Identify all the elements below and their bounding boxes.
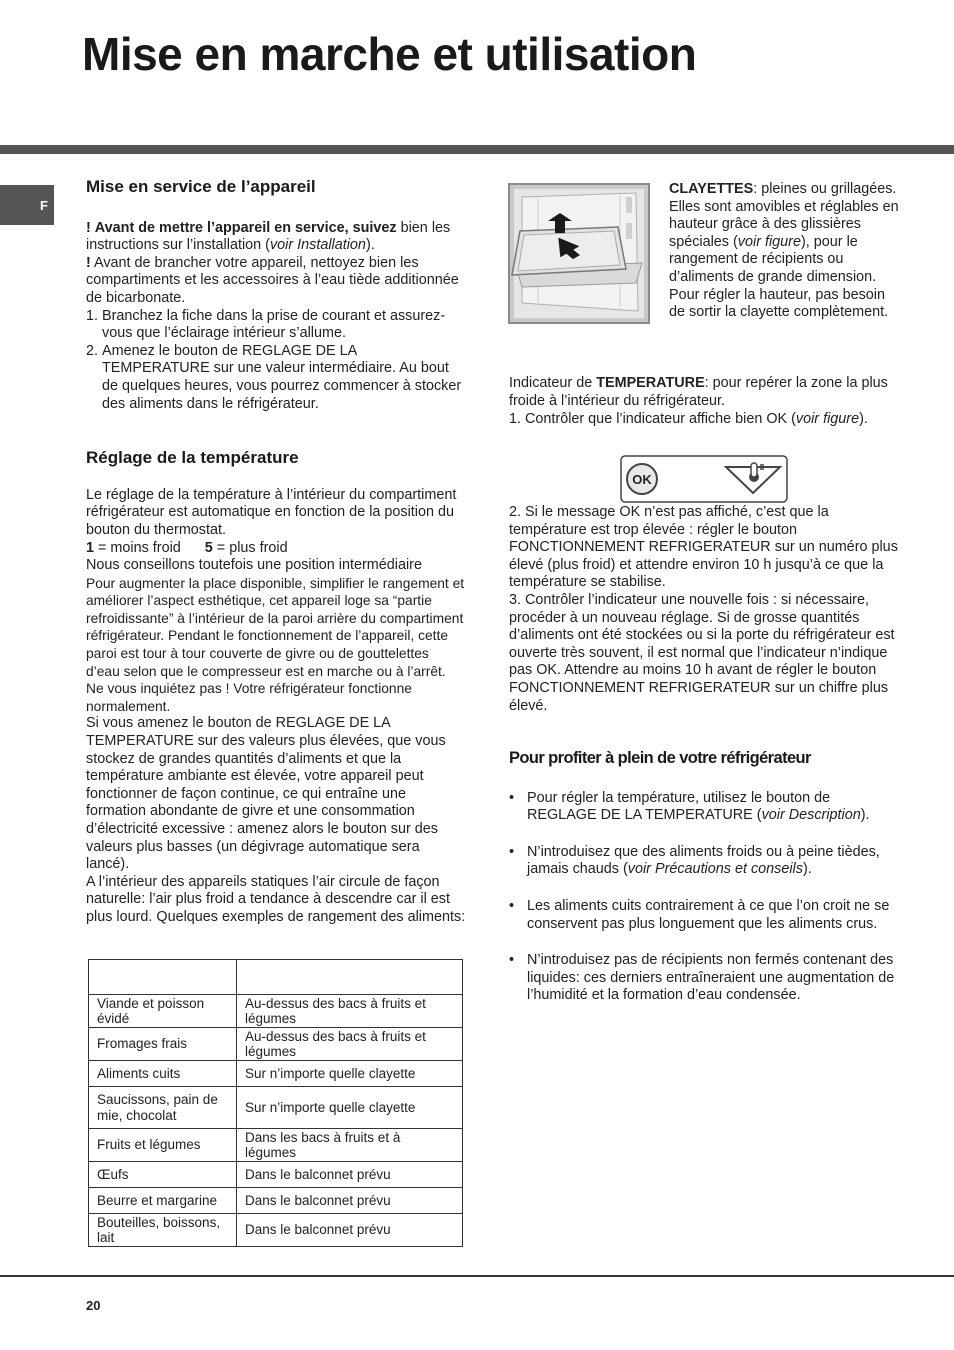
temperature-intro: Le réglage de la température à l’intérieur du compartiment réfrigérateur est automatique en fonction de la position du bouton du thermostat.: [86, 486, 457, 538]
table-row: [89, 1129, 463, 1162]
step-number: 1.: [86, 307, 99, 324]
tip-end: ).: [860, 807, 870, 824]
space-note: Pour augmenter la place disponible, simplifier le rangement et améliorer l’aspect esthétique, cet appareil loge sa “partie refroidissante” à l’intérieur de la paroi arrière du compartiment réfrigérateur. Pendant le fonctionnement de l’appareil, cette paroi est tour à tour couverte de givre ou de gouttelettes d’eau selon que le compresseur est en marche ou à l’arrêt. Ne vous inquiétez pas ! Votre réfrigérateur fonctionne normalement.: [86, 575, 465, 714]
table-header-row: [89, 960, 463, 995]
location-cell: Au-dessus des bacs à fruits et légumes: [237, 1028, 463, 1061]
step-text: Branchez la fiche dans la prise de courant et assurez-vous que l’éclairage intérieur s’allume.: [102, 307, 446, 342]
location-cell: Sur n’importe quelle clayette: [237, 1061, 463, 1087]
shelf-illustration: [508, 183, 650, 324]
clayettes-desc: : pleines ou grillagées. Elles sont amovibles et réglables en hauteur grâce à des glissières spéciales (: [669, 181, 899, 250]
warning-paragraph-1: [86, 220, 466, 255]
step-text: Amenez le bouton de REGLAGE DE LA TEMPERATURE sur une valeur intermédiaire. Au bout de quelques heures, vous pourrez commencer à stocker des aliments dans le réfrigérateur.: [102, 342, 462, 412]
section-heading-setup: Mise en service de l’appareil: [86, 177, 316, 196]
indicator-lead: Indicateur de: [509, 375, 597, 391]
temperature-scale: [86, 540, 466, 558]
tip-text: N’introduisez pas de récipients non fermés contenant des liquides: ces derniers entraîneraient une augmentation de l’humidité et la formation d’eau condensée.: [527, 952, 895, 1004]
indicator-step-2: 2. Si le message OK n’est pas affiché, c’est que la température est trop élevée : régler le bouton FONCTIONNEMENT REFRIGERATEUR sur un numéro plus élevé (plus froid) et attendre environ 10 h jusqu’à ce que la température se stabilise.: [509, 504, 898, 591]
scale-max-label: = plus froid: [212, 539, 288, 556]
clayettes-desc-end: ), pour le rangement de récipients ou d’aliments de grande dimension. Pour régler la hauteur, pas besoin de sortir la clayette complètement.: [669, 233, 889, 321]
tips-heading: Pour profiter à plein de votre réfrigérateur: [509, 749, 811, 767]
temperature-indicator-icon: [620, 455, 788, 503]
header-divider: [0, 145, 954, 154]
table-row: [89, 995, 463, 1028]
indicator-intro: [509, 375, 901, 429]
list-item: [509, 898, 901, 933]
food-cell: Fruits et légumes: [89, 1129, 237, 1162]
tips-section: [509, 750, 901, 1024]
food-cell: Œufs: [89, 1162, 237, 1188]
page-number: 20: [86, 1298, 101, 1313]
table-row: [89, 1214, 463, 1247]
tip-ref: voir Description: [761, 807, 861, 824]
section-heading-temperature: Réglage de la température: [86, 448, 299, 468]
indicator-ok-text: OK: [632, 472, 652, 487]
table-row: [89, 1028, 463, 1061]
temperature-advice: Nous conseillons toutefois une position intermédiaire: [86, 557, 422, 574]
storage-table: [88, 959, 463, 1247]
location-cell: Dans le balconnet prévu: [237, 1214, 463, 1247]
language-tab: F: [0, 185, 54, 225]
tip-text: Pour régler la température, utilisez le bouton de REGLAGE DE LA TEMPERATURE (: [527, 789, 831, 824]
location-cell: Sur n’importe quelle clayette: [237, 1087, 463, 1129]
tip-ref: voir Précautions et conseils: [627, 861, 803, 878]
warning-bold-text: Avant de mettre l’appareil en service, suivez: [94, 219, 397, 236]
list-item: [509, 844, 901, 879]
table-header-cell: [89, 960, 237, 995]
step-number: 2.: [86, 342, 99, 359]
food-cell: Viande et poisson évidé: [89, 995, 237, 1028]
scale-max: 5: [204, 539, 213, 556]
static-air-note: A l’intérieur des appareils statiques l’air circule de façon naturelle: l’air plus froid a tendance à descendre car il est plus lourd. Quelques exemples de rangement des aliments:: [86, 873, 466, 925]
scale-min-label: = moins froid: [94, 539, 181, 556]
clayettes-text: [669, 181, 901, 322]
tips-list: [509, 790, 901, 1005]
food-cell: Fromages frais: [89, 1028, 237, 1061]
list-item: [86, 343, 466, 413]
clayettes-ref: voir figure: [737, 233, 801, 250]
food-cell: Bouteilles, boissons, lait: [89, 1214, 237, 1247]
left-column: [86, 178, 466, 927]
warning-text: Avant de brancher votre appareil, nettoyez bien les compartiments et les accessoires à l’eau tiède additionnée de bicarbonate.: [86, 254, 459, 306]
table-header-cell: [237, 960, 463, 995]
food-cell: Beurre et margarine: [89, 1188, 237, 1214]
warning-text: bien les instructions sur l’installation (: [86, 219, 451, 254]
indicator-step-1: 1. Contrôler que l’indicateur affiche bien OK (: [509, 411, 796, 428]
indicator-ref: voir figure: [795, 411, 860, 428]
tip-text: N’introduisez que des aliments froids ou à peine tièdes, jamais chauds (: [527, 843, 880, 878]
list-item: [86, 308, 466, 343]
table-row: [89, 1061, 463, 1087]
warning-ref: voir Installation: [269, 237, 366, 254]
location-cell: Dans le balconnet prévu: [237, 1188, 463, 1214]
page-title: Mise en marche et utilisation: [82, 28, 697, 80]
indicator-label: TEMPERATURE: [596, 375, 705, 391]
table-row: [89, 1162, 463, 1188]
location-cell: Au-dessus des bacs à fruits et légumes: [237, 995, 463, 1028]
warning-paragraph-2: [86, 255, 466, 308]
warning-end: ).: [365, 237, 375, 254]
indicator-desc: : pour repérer la zone la plus froide à l’intérieur du réfrigérateur.: [509, 375, 888, 409]
location-cell: Dans les bacs à fruits et à légumes: [237, 1129, 463, 1162]
high-values-note: Si vous amenez le bouton de REGLAGE DE LA TEMPERATURE sur des valeurs plus élevées, que vous stockez de grandes quantités d’aliments et que la température ambiante est élevée, votre appareil peut fonctionner de façon continue, ce qui entraîne une formation abondante de givre et une consommation d’électricité excessive : amenez alors le bouton sur des valeurs plus basses (un dégivrage automatique sera lancé).: [86, 715, 446, 873]
location-cell: Dans le balconnet prévu: [237, 1162, 463, 1188]
indicator-step-3: 3. Contrôler l’indicateur une nouvelle fois : si nécessaire, procéder à un nouveau réglage. Si de grosse quantités d’aliments ont été stockées ou si la porte du réfrigérateur est ouverte très souvent, il est normal que l’indicateur n’indique pas OK. Attendre au moins 10 h avant de régler le bouton FONCTIONNEMENT REFRIGERATEUR sur un chiffre plus élevé.: [509, 591, 895, 714]
footer-divider: [0, 1275, 954, 1277]
scale-min: 1: [86, 539, 95, 556]
warning-mark: !: [86, 254, 91, 271]
indicator-step-1-end: ).: [859, 411, 868, 428]
table-row: [89, 1087, 463, 1129]
warning-mark: !: [86, 219, 91, 236]
food-cell: Aliments cuits: [89, 1061, 237, 1087]
clayettes-label: CLAYETTES: [669, 181, 754, 197]
list-item: [509, 790, 901, 825]
indicator-steps: [509, 504, 901, 715]
tip-text: Les aliments cuits contrairement à ce que l’on croit ne se conservent pas plus longuement que les aliments crus.: [527, 897, 890, 932]
table-row: [89, 1188, 463, 1214]
list-item: [509, 952, 901, 1005]
tip-end: ).: [802, 861, 812, 878]
setup-steps: [86, 308, 466, 414]
food-cell: Saucissons, pain de mie, chocolat: [89, 1087, 237, 1129]
